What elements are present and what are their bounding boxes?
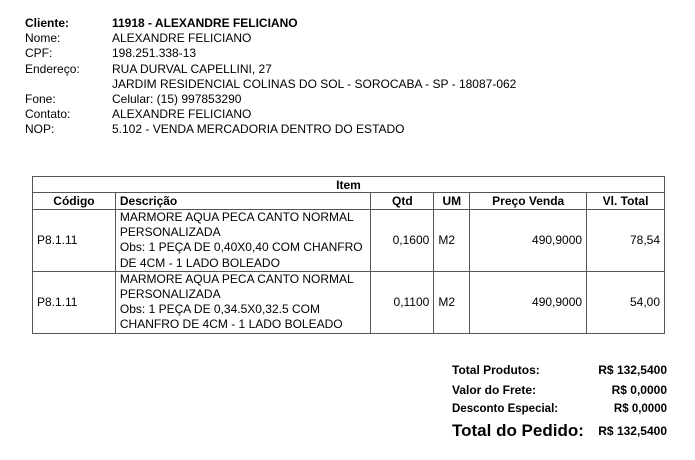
row-total: 78,54: [587, 210, 665, 272]
row-um: M2: [434, 210, 470, 272]
totals-summary: [452, 360, 667, 444]
nop-value: 5.102 - VENDA MERCADORIA DENTRO DO ESTADO: [112, 122, 405, 137]
row-descricao: [115, 271, 371, 333]
nome-label: Nome:: [25, 31, 61, 46]
total-produtos-value: R$ 132,5400: [598, 363, 667, 377]
fone-row: [25, 92, 516, 107]
row-codigo: P8.1.11: [33, 271, 116, 333]
nop-row: [25, 122, 516, 137]
desc-line: CHANFRO DE 4CM - 1 LADO BOLEADO: [119, 317, 343, 332]
total-pedido-label: Total do Pedido:: [452, 421, 584, 440]
row-total: 54,00: [587, 271, 665, 333]
total-pedido-value: R$ 132,5400: [598, 424, 667, 438]
items-table-caption: Item: [33, 177, 665, 193]
cliente-label: Cliente:: [25, 16, 70, 30]
table-row: [33, 210, 665, 272]
valor-frete-value: R$ 0,0000: [611, 383, 667, 397]
desconto-label: Desconto Especial:: [452, 403, 559, 415]
row-codigo: P8.1.11: [33, 210, 116, 272]
items-table-header: [33, 193, 665, 210]
endereco-row: [25, 62, 516, 77]
desconto-value: R$ 0,0000: [613, 403, 667, 415]
nome-row: [25, 31, 516, 46]
valor-frete-row: [452, 380, 667, 400]
row-um: M2: [434, 271, 470, 333]
row-preco: 490,9000: [470, 210, 587, 272]
header-um: UM: [434, 193, 470, 210]
desc-line: Obs: 1 PEÇA DE 0,34.5X0,32.5 COM: [119, 302, 320, 317]
fone-label: Fone:: [25, 92, 56, 107]
desc-line: MARMORE AQUA PECA CANTO NORMAL: [119, 271, 354, 286]
fone-value: Celular: (15) 997853290: [112, 92, 242, 107]
valor-frete-label: Valor do Frete:: [452, 383, 537, 397]
contato-row: [25, 107, 516, 122]
header-preco: Preço Venda: [470, 193, 587, 210]
table-row: [33, 271, 665, 333]
total-produtos-label: Total Produtos:: [452, 363, 540, 377]
cpf-value: 198.251.338-13: [112, 46, 197, 61]
row-qtd: 0,1600: [371, 210, 434, 272]
header-codigo: Código: [33, 193, 116, 210]
row-descricao: [115, 210, 371, 272]
endereco-line2: JARDIM RESIDENCIAL COLINAS DO SOL - SOROCABA - SP - 18087-062: [112, 76, 517, 91]
cliente-row: [25, 16, 516, 31]
cliente-value: 11918 - ALEXANDRE FELICIANO: [112, 16, 298, 30]
desc-line: Obs: 1 PEÇA DE 0,40X0,40 COM CHANFRO: [119, 240, 363, 255]
row-qtd: 0,1100: [371, 271, 434, 333]
desc-line: DE 4CM - 1 LADO BOLEADO: [119, 255, 280, 270]
desc-line: PERSONALIZADA: [119, 225, 221, 240]
items-table: [32, 176, 665, 334]
cpf-label: CPF:: [25, 46, 53, 61]
endereco-line1: RUA DURVAL CAPELLINI, 27: [112, 61, 272, 76]
endereco-label: Endereço:: [25, 61, 80, 76]
endereco-row-2: [25, 77, 516, 92]
desc-line: PERSONALIZADA: [119, 287, 221, 302]
header-qtd: Qtd: [371, 193, 434, 210]
desconto-row: [452, 400, 667, 418]
header-total: Vl. Total: [587, 193, 665, 210]
contato-label: Contato:: [25, 107, 71, 122]
contato-value: ALEXANDRE FELICIANO: [112, 107, 252, 122]
desc-line: MARMORE AQUA PECA CANTO NORMAL: [119, 210, 354, 224]
cpf-row: [25, 46, 516, 61]
nome-value: ALEXANDRE FELICIANO: [112, 31, 252, 46]
nop-label: NOP:: [25, 122, 55, 137]
total-produtos-row: [452, 360, 667, 380]
customer-info: [25, 16, 516, 138]
header-descricao: Descrição: [115, 193, 371, 210]
row-preco: 490,9000: [470, 271, 587, 333]
total-pedido-row: [452, 418, 667, 444]
